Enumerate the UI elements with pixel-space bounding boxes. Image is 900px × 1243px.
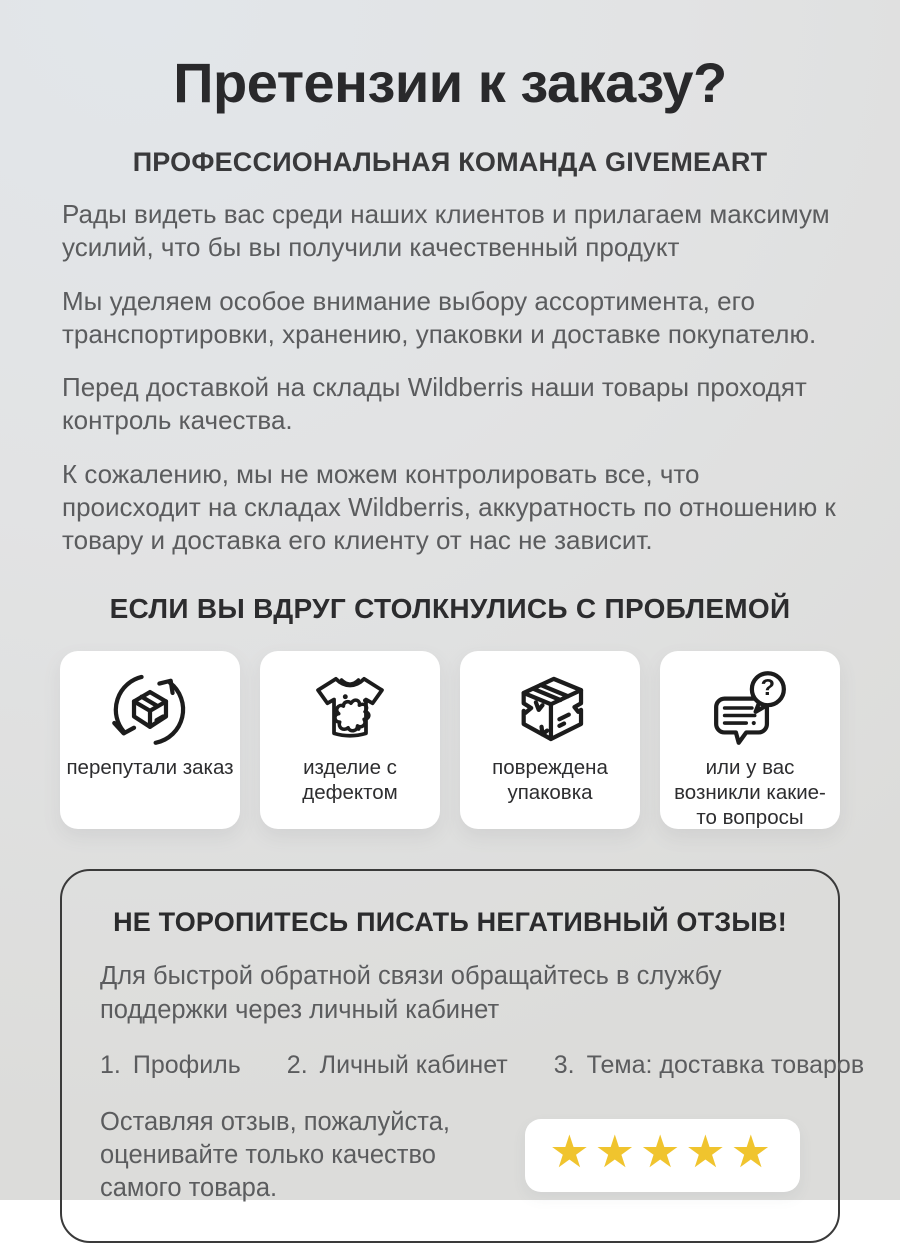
problems-section-header: ЕСЛИ ВЫ ВДРУГ СТОЛКНУЛИСЬ С ПРОБЛЕМОЙ xyxy=(109,593,791,625)
intro-paragraphs xyxy=(62,198,838,557)
rating-panel xyxy=(525,1119,800,1193)
support-steps xyxy=(100,1050,865,1080)
box-exchange-icon xyxy=(103,661,197,755)
step-label: Профиль xyxy=(132,1050,241,1079)
damaged-box-icon xyxy=(503,661,597,755)
notice-header: НЕ ТОРОПИТЕСЬ ПИСАТЬ НЕГАТИВНЫЙ ОТЗЫВ! xyxy=(113,907,787,938)
paragraph: Перед доставкой на склады Wildberris наши товары проходят контроль качества. xyxy=(62,372,807,436)
problem-card-damaged-package xyxy=(460,651,640,829)
step-label: Личный кабинет xyxy=(319,1050,508,1079)
problem-card-label: перепутали заказ xyxy=(66,756,234,780)
problem-card-wrong-order xyxy=(60,651,240,829)
problem-card-label: изделие с дефектом xyxy=(302,756,398,805)
paragraph: Рады видеть вас среди наших клиентов и прилагаем максимум усилий, что бы вы получили качественный продукт xyxy=(62,199,830,263)
page-title: Претензии к заказу? xyxy=(173,51,727,114)
question-chat-icon xyxy=(703,661,797,755)
step-label: Тема: доставка товаров xyxy=(586,1050,865,1079)
problem-card-label: или у вас возникли какие-то вопросы xyxy=(674,756,826,830)
page-subtitle: ПРОФЕССИОНАЛЬНАЯ КОМАНДА GIVEMEART xyxy=(132,147,768,177)
notice-bottom-row xyxy=(100,1106,800,1205)
step-number: 3. xyxy=(553,1050,575,1079)
notice-body: Для быстрой обратной связи обращайтесь в службу поддержки через личный кабинет xyxy=(100,962,722,1024)
problem-card-label: повреждена упаковка xyxy=(492,756,608,805)
svg-text:?: ? xyxy=(760,674,776,701)
paragraph: К сожалению, мы не можем контролировать все, что происходит на складах Wildberris, аккуратность по отношению к товару и доставка его клиенту от нас не зависит. xyxy=(62,458,836,556)
paragraph: Мы уделяем особое внимание выбору ассортимента, его транспортировки, хранению, упаковки и доставке покупателю. xyxy=(62,285,817,349)
support-step-2 xyxy=(287,1051,508,1080)
problem-card-defect xyxy=(260,651,440,829)
five-star-rating-icon: ★★★★★ xyxy=(549,1125,776,1177)
problem-cards-row xyxy=(60,651,840,829)
support-step-3 xyxy=(554,1051,864,1080)
review-notice-box xyxy=(60,869,865,1243)
step-number: 2. xyxy=(286,1050,308,1079)
review-note: Оставляя отзыв, пожалуйста, оценивайте только качество самого товара. xyxy=(100,1107,450,1202)
support-step-1 xyxy=(100,1051,241,1080)
tshirt-defect-icon xyxy=(303,661,397,755)
step-number: 1. xyxy=(100,1050,121,1079)
problem-card-questions xyxy=(660,651,840,829)
